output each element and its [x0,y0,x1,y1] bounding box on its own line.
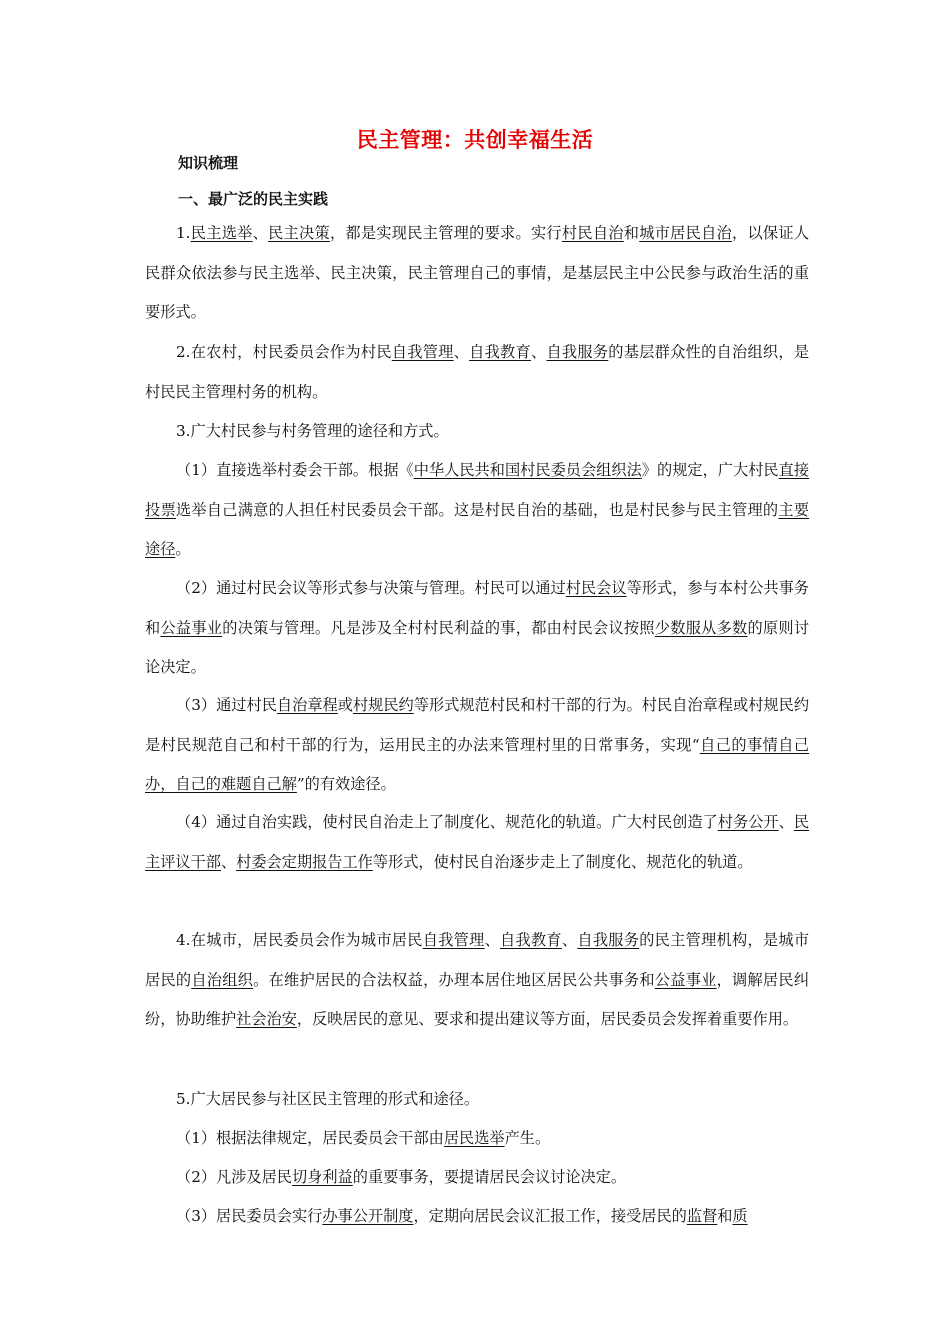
underlined-term: 办事公开制度 [322,1207,414,1225]
paragraph-1 [145,214,809,333]
paragraph-4 [145,921,809,1040]
section-heading-practice: 一、最广泛的民主实践 [178,190,329,208]
paragraph-text: 、 [220,852,237,871]
underlined-term: 自我管理 [422,931,485,949]
paragraph-text: 或 [337,696,353,714]
underlined-term: 自我服务 [577,931,640,949]
paragraph-text: 选举自己满意的人担任村民委员会干部。这是村民自治的基础，也是村民参与民主管理的 [175,500,779,519]
underlined-term: 自我教育 [500,931,562,949]
paragraph-text: 。 [175,540,191,558]
paragraph-text: 等形式，使村民自治逐步走上了制度化、规范化的轨道。 [372,852,753,871]
underlined-term: 村委会定期报告工作 [236,852,373,871]
underlined-term: 民主决策 [268,224,330,242]
paragraph-text: 、 [252,224,269,242]
paragraph-text: 、 [530,343,547,361]
paragraph-text: ，定期向居民会议汇报工作，接受居民的 [413,1207,687,1225]
underlined-term: 民主评议干部 [145,813,810,871]
page-title: 民主管理：共创幸福生活 [356,128,594,152]
paragraph-3 [145,412,809,452]
underlined-term: 城市居民自治 [639,224,732,242]
paragraph-text: （1）直接选举村委会干部。根据《 [176,461,414,479]
paragraph-2 [145,333,809,412]
paragraph-text: （4）通过自治实践，使村民自治走上了制度化、规范化的轨道。广大村民创造了 [176,813,718,831]
paragraph-text: 和 [623,224,640,242]
paragraph-5-2 [145,1158,809,1198]
paragraph-text: 的基层群众性的自治组织，是村民民主管理村务的机构。 [145,343,810,401]
paragraph-3-4 [145,803,809,882]
paragraph-text: ”的有效途径。 [296,775,396,793]
underlined-term: 村务公开 [717,813,779,831]
paragraph-text: ，调解居民纠纷，协助维护 [145,970,810,1028]
underlined-term: 村规民约 [352,696,414,714]
underlined-term: 自己的事情自己办，自己的难题自己解 [145,735,810,793]
underlined-term: 质 [732,1207,748,1225]
paragraph-text: ，反映居民的意见、要求和提出建议等方面，居民委员会发挥着重要作用。 [296,1010,799,1028]
paragraph-text: 、 [561,931,578,949]
paragraph-3-2 [145,569,809,688]
paragraph-text: （3）通过村民 [176,696,277,714]
paragraph-5 [145,1080,809,1120]
paragraph-text: 、 [484,931,501,949]
paragraph-text: 。在维护居民的合法权益，办理本居住地区居民公共事务和 [253,970,655,989]
paragraph-text: （3）居民委员会实行 [176,1207,323,1225]
underlined-term: 公益事业 [160,618,223,637]
underlined-term: 公益事业 [654,970,717,989]
section-heading-knowledge: 知识梳理 [178,154,239,172]
paragraph-text: 的原则讨论决定。 [145,618,810,676]
paragraph-text: ，以保证人民群众依法参与民主选举、民主决策，民主管理自己的事情，是基层民主中公民参与政治生活的重要形式。 [145,224,810,321]
underlined-term: 主要途径 [145,500,810,558]
paragraph-3-1 [145,451,809,570]
paragraph-5-1 [145,1119,809,1159]
paragraph-text: 等形式，参与本村公共事务和 [145,579,809,637]
paragraph-text: （2）通过村民会议等形式参与决策与管理。村民可以通过 [176,579,566,597]
underlined-term: 居民选举 [443,1129,505,1147]
paragraph-text: 的决策与管理。凡是涉及全村村民利益的事，都由村民会议按照 [222,618,655,637]
underlined-term: 中华人民共和国村民委员会组织法 [413,461,642,479]
paragraph-text: 的民主管理机构，是城市居民的 [145,931,810,989]
paragraph-text: 5.广大居民参与社区民主管理的形式和途径。 [176,1090,480,1108]
underlined-term: 民主选举 [190,224,253,242]
paragraph-text: ，都是实现民主管理的要求。实行 [329,224,562,242]
underlined-term: 社会治安 [236,1010,297,1028]
paragraph-text: 产生。 [504,1129,551,1147]
paragraph-3-3 [145,686,809,805]
paragraph-text: 、 [778,813,794,831]
underlined-term: 自治组织 [191,970,254,989]
underlined-term: 监督 [686,1207,718,1225]
paragraph-text: 、 [453,343,470,361]
underlined-term: 村民会议 [565,579,627,597]
paragraph-text: 的重要事务，要提请居民会议讨论决定。 [352,1168,627,1186]
underlined-term: 切身利益 [291,1168,353,1186]
paragraph-text: （2）凡涉及居民 [176,1168,292,1186]
underlined-term: 村民自治 [561,224,624,242]
paragraph-text: 和 [717,1207,733,1225]
paragraph-5-3 [145,1197,809,1237]
underlined-term: 少数服从多数 [654,618,748,637]
paragraph-text: （1）根据法律规定，居民委员会干部由 [176,1129,444,1147]
underlined-term: 自我管理 [391,343,454,361]
underlined-term: 直接投票 [145,461,810,519]
underlined-term: 自我服务 [546,343,609,361]
paragraph-text: 2.在农村，村民委员会作为村民 [176,343,392,361]
underlined-term: 自我教育 [469,343,531,361]
paragraph-text: 3.广大村民参与村务管理的途径和方式。 [176,422,449,440]
paragraph-text: 4.在城市，居民委员会作为城市居民 [176,931,423,949]
paragraph-text: 》的规定，广大村民 [641,461,779,479]
paragraph-text: 1. [176,224,191,242]
underlined-term: 自治章程 [276,696,338,714]
paragraph-text: 等形式规范村民和村干部的行为。村民自治章程或村规民约是村民规范自己和村干部的行为，运用民主的办法来管理村里的日常事务，实现“ [145,696,810,754]
